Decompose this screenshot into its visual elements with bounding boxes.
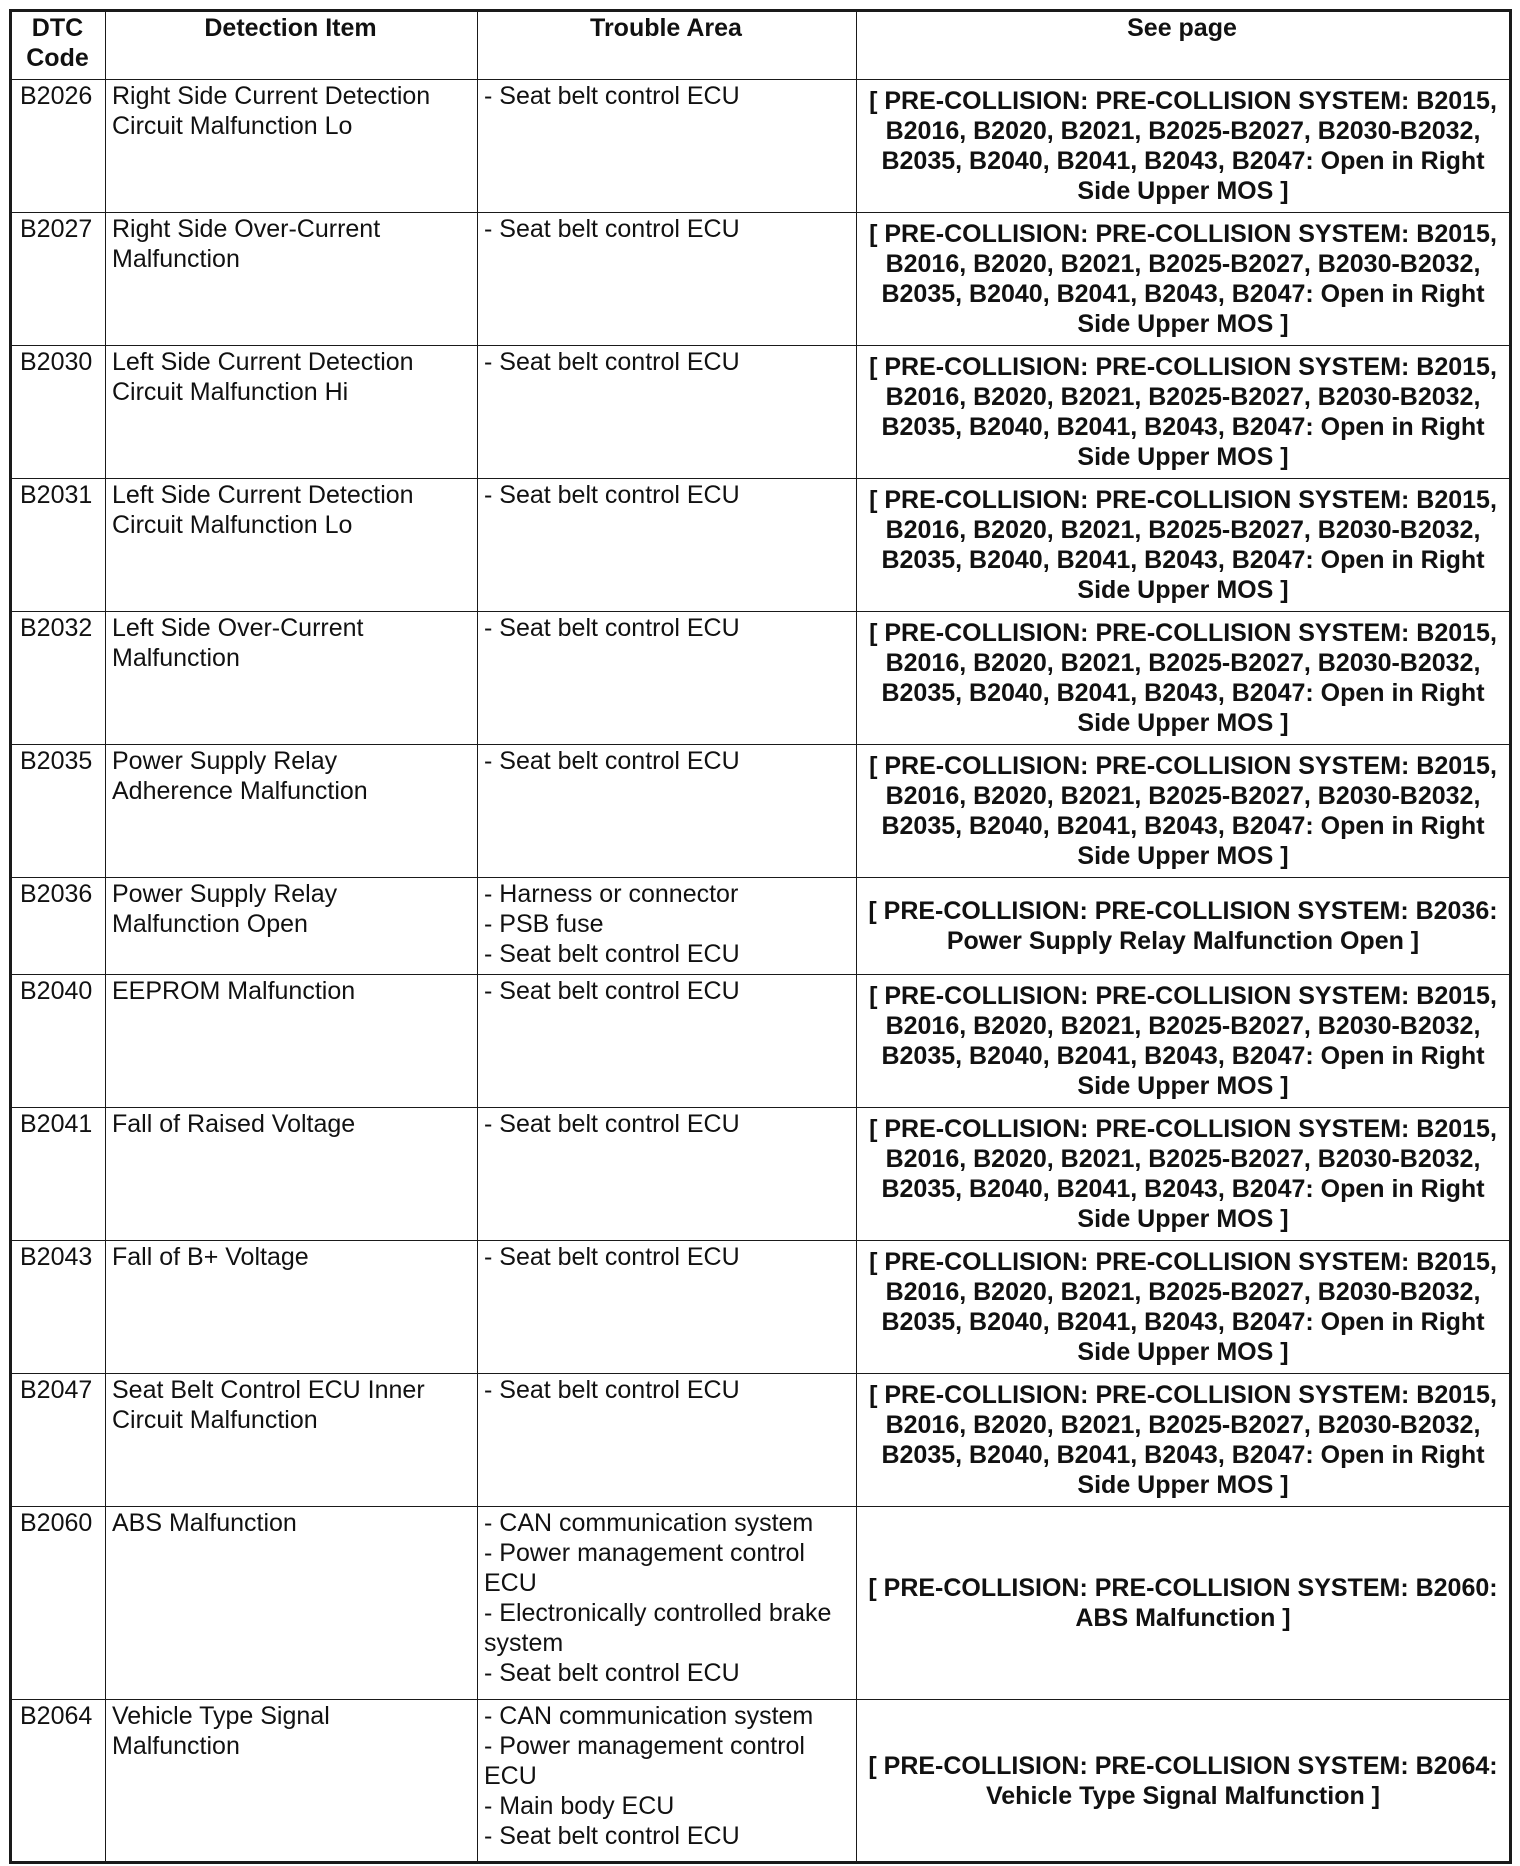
dtc-table xyxy=(9,9,1512,1864)
see-line: B2035, B2040, B2041, B2043, B2047: Open in Right xyxy=(881,1441,1485,1469)
see-page-link[interactable] xyxy=(857,479,1511,612)
table-row xyxy=(11,479,1511,612)
table-body xyxy=(11,80,1511,1863)
see-page-link[interactable] xyxy=(857,975,1511,1108)
see-line: [ PRE-COLLISION: PRE-COLLISION SYSTEM: B2015, xyxy=(869,87,1497,115)
trouble-area-cell xyxy=(478,213,857,346)
see-line: B2035, B2040, B2041, B2043, B2047: Open in Right xyxy=(881,1042,1485,1070)
area-line: - Seat belt control ECU xyxy=(484,1659,740,1687)
see-line: B2035, B2040, B2041, B2043, B2047: Open in Right xyxy=(881,546,1485,574)
dtc-code-cell: B2036 xyxy=(11,878,106,975)
see-line: Side Upper MOS ] xyxy=(1077,1072,1289,1100)
area-line: - Main body ECU xyxy=(484,1792,675,1820)
header-dtc-code-line: DTC xyxy=(31,14,84,42)
trouble-area-cell xyxy=(478,612,857,745)
header-row xyxy=(11,11,1511,80)
see-page-link[interactable] xyxy=(857,1374,1511,1507)
detection-item-cell xyxy=(106,745,478,878)
dtc-code-cell: B2026 xyxy=(11,80,106,213)
header-see-page: See page xyxy=(857,11,1511,80)
table-row xyxy=(11,1108,1511,1241)
item-line: Fall of B+ Voltage xyxy=(112,1243,309,1271)
trouble-area-cell xyxy=(478,1700,857,1863)
see-line: Side Upper MOS ] xyxy=(1077,1205,1289,1233)
item-line: Malfunction xyxy=(112,245,240,273)
detection-item-cell xyxy=(106,1108,478,1241)
header-trouble-area: Trouble Area xyxy=(478,11,857,80)
see-page-link[interactable] xyxy=(857,1700,1511,1863)
area-line: - Seat belt control ECU xyxy=(484,940,740,968)
table-row xyxy=(11,213,1511,346)
see-line: Side Upper MOS ] xyxy=(1077,177,1289,205)
area-line: - Seat belt control ECU xyxy=(484,1822,740,1850)
see-line: B2016, B2020, B2021, B2025-B2027, B2030-B2032, xyxy=(885,117,1481,145)
see-line: [ PRE-COLLISION: PRE-COLLISION SYSTEM: B2015, xyxy=(869,1115,1497,1143)
see-line: [ PRE-COLLISION: PRE-COLLISION SYSTEM: B2015, xyxy=(869,982,1497,1010)
trouble-area-cell xyxy=(478,745,857,878)
area-line: - Seat belt control ECU xyxy=(484,614,740,642)
item-line: Vehicle Type Signal xyxy=(112,1702,330,1730)
trouble-area-cell xyxy=(478,346,857,479)
dtc-code-cell: B2043 xyxy=(11,1241,106,1374)
item-line: Left Side Over-Current xyxy=(112,614,364,642)
see-line: [ PRE-COLLISION: PRE-COLLISION SYSTEM: B2064: xyxy=(868,1751,1498,1780)
dtc-code-cell: B2040 xyxy=(11,975,106,1108)
detection-item-cell xyxy=(106,878,478,975)
trouble-area-cell xyxy=(478,1108,857,1241)
item-line: EEPROM Malfunction xyxy=(112,977,356,1005)
see-line: [ PRE-COLLISION: PRE-COLLISION SYSTEM: B2015, xyxy=(869,752,1497,780)
item-line: Left Side Current Detection xyxy=(112,481,414,509)
item-line: Right Side Over-Current xyxy=(112,215,381,243)
area-line: ECU xyxy=(484,1569,537,1597)
see-page-link[interactable] xyxy=(857,346,1511,479)
item-line: ABS Malfunction xyxy=(112,1509,297,1537)
see-page-link[interactable] xyxy=(857,1108,1511,1241)
detection-item-cell xyxy=(106,1507,478,1700)
table-row xyxy=(11,80,1511,213)
table-row xyxy=(11,346,1511,479)
see-line: B2016, B2020, B2021, B2025-B2027, B2030-B2032, xyxy=(885,782,1481,810)
dtc-code-cell: B2032 xyxy=(11,612,106,745)
table-row xyxy=(11,1507,1511,1700)
see-line: B2016, B2020, B2021, B2025-B2027, B2030-B2032, xyxy=(885,1145,1481,1173)
dtc-code-cell: B2064 xyxy=(11,1700,106,1863)
table-row xyxy=(11,1700,1511,1863)
area-line: - Seat belt control ECU xyxy=(484,1376,740,1404)
item-line: Adherence Malfunction xyxy=(112,777,368,805)
see-line: Power Supply Relay Malfunction Open ] xyxy=(946,927,1420,955)
dtc-code-cell: B2030 xyxy=(11,346,106,479)
dtc-code-cell: B2035 xyxy=(11,745,106,878)
detection-item-cell xyxy=(106,612,478,745)
see-page-link[interactable] xyxy=(857,213,1511,346)
area-line: - Seat belt control ECU xyxy=(484,215,740,243)
item-line: Circuit Malfunction xyxy=(112,1406,318,1434)
see-line: B2016, B2020, B2021, B2025-B2027, B2030-B2032, xyxy=(885,1278,1481,1306)
table-row xyxy=(11,1241,1511,1374)
table-row xyxy=(11,878,1511,975)
item-line: Circuit Malfunction Lo xyxy=(112,511,353,539)
see-line: Side Upper MOS ] xyxy=(1077,443,1289,471)
see-line: B2016, B2020, B2021, B2025-B2027, B2030-B2032, xyxy=(885,1411,1481,1439)
table-row xyxy=(11,1374,1511,1507)
item-line: Right Side Current Detection xyxy=(112,82,431,110)
area-line: - CAN communication system xyxy=(484,1702,814,1730)
trouble-area-cell xyxy=(478,479,857,612)
detection-item-cell xyxy=(106,213,478,346)
see-line: B2016, B2020, B2021, B2025-B2027, B2030-B2032, xyxy=(885,1012,1481,1040)
see-line: B2035, B2040, B2041, B2043, B2047: Open in Right xyxy=(881,280,1485,308)
item-line: Fall of Raised Voltage xyxy=(112,1110,356,1138)
detection-item-cell xyxy=(106,80,478,213)
see-page-link[interactable] xyxy=(857,745,1511,878)
see-line: [ PRE-COLLISION: PRE-COLLISION SYSTEM: B2015, xyxy=(869,1248,1497,1276)
see-page-link[interactable] xyxy=(857,1241,1511,1374)
see-line: [ PRE-COLLISION: PRE-COLLISION SYSTEM: B2015, xyxy=(869,619,1497,647)
dtc-code-cell: B2047 xyxy=(11,1374,106,1507)
see-line: B2016, B2020, B2021, B2025-B2027, B2030-B2032, xyxy=(885,250,1481,278)
see-line: [ PRE-COLLISION: PRE-COLLISION SYSTEM: B2015, xyxy=(869,220,1497,248)
dtc-code-cell: B2041 xyxy=(11,1108,106,1241)
trouble-area-cell xyxy=(478,878,857,975)
trouble-area-cell xyxy=(478,1507,857,1700)
see-line: [ PRE-COLLISION: PRE-COLLISION SYSTEM: B2015, xyxy=(869,486,1497,514)
see-line: B2016, B2020, B2021, B2025-B2027, B2030-B2032, xyxy=(885,383,1481,411)
see-line: Side Upper MOS ] xyxy=(1077,842,1289,870)
area-line: - Seat belt control ECU xyxy=(484,481,740,509)
see-page-link[interactable] xyxy=(857,80,1511,213)
see-line: [ PRE-COLLISION: PRE-COLLISION SYSTEM: B2015, xyxy=(869,353,1497,381)
area-line: - Electronically controlled brake xyxy=(484,1599,832,1627)
detection-item-cell xyxy=(106,479,478,612)
see-line: B2035, B2040, B2041, B2043, B2047: Open in Right xyxy=(881,1175,1485,1203)
see-line: Side Upper MOS ] xyxy=(1077,1471,1289,1499)
table-row xyxy=(11,745,1511,878)
header-dtc-code xyxy=(11,11,106,80)
item-line: Malfunction Open xyxy=(112,910,308,938)
area-line: - Power management control xyxy=(484,1539,805,1567)
area-line: - PSB fuse xyxy=(484,910,604,938)
item-line: Left Side Current Detection xyxy=(112,348,414,376)
area-line: - Seat belt control ECU xyxy=(484,1243,740,1271)
trouble-area-cell xyxy=(478,1241,857,1374)
see-page-link[interactable] xyxy=(857,612,1511,745)
item-line: Circuit Malfunction Lo xyxy=(112,112,353,140)
trouble-area-cell xyxy=(478,1374,857,1507)
detection-item-cell xyxy=(106,975,478,1108)
see-line: B2035, B2040, B2041, B2043, B2047: Open in Right xyxy=(881,679,1485,707)
area-line: ECU xyxy=(484,1762,537,1790)
see-line: B2035, B2040, B2041, B2043, B2047: Open in Right xyxy=(881,812,1485,840)
trouble-area-cell xyxy=(478,975,857,1108)
see-line: Side Upper MOS ] xyxy=(1077,310,1289,338)
area-line: - Harness or connector xyxy=(484,880,739,908)
item-line: Seat Belt Control ECU Inner xyxy=(112,1376,425,1404)
see-line: Side Upper MOS ] xyxy=(1077,709,1289,737)
area-line: - CAN communication system xyxy=(484,1509,814,1537)
item-line: Circuit Malfunction Hi xyxy=(112,378,349,406)
detection-item-cell xyxy=(106,1374,478,1507)
item-line: Power Supply Relay xyxy=(112,747,338,775)
header-detection-item: Detection Item xyxy=(106,11,478,80)
see-line: Vehicle Type Signal Malfunction ] xyxy=(985,1781,1381,1810)
see-page-link[interactable] xyxy=(857,878,1511,975)
dtc-code-cell: B2060 xyxy=(11,1507,106,1700)
see-line: Side Upper MOS ] xyxy=(1077,576,1289,604)
see-line: B2035, B2040, B2041, B2043, B2047: Open in Right xyxy=(881,1308,1485,1336)
see-line: B2016, B2020, B2021, B2025-B2027, B2030-B2032, xyxy=(885,649,1481,677)
item-line: Malfunction xyxy=(112,1732,240,1760)
detection-item-cell xyxy=(106,1700,478,1863)
detection-item-cell xyxy=(106,346,478,479)
see-line: B2016, B2020, B2021, B2025-B2027, B2030-B2032, xyxy=(885,516,1481,544)
area-line: - Seat belt control ECU xyxy=(484,348,740,376)
area-line: - Power management control xyxy=(484,1732,805,1760)
area-line: - Seat belt control ECU xyxy=(484,82,740,110)
table-row xyxy=(11,612,1511,745)
see-line: B2035, B2040, B2041, B2043, B2047: Open in Right xyxy=(881,147,1485,175)
trouble-area-cell xyxy=(478,80,857,213)
see-line: [ PRE-COLLISION: PRE-COLLISION SYSTEM: B2015, xyxy=(869,1381,1497,1409)
area-line: - Seat belt control ECU xyxy=(484,977,740,1005)
see-line: Side Upper MOS ] xyxy=(1077,1338,1289,1366)
see-line: [ PRE-COLLISION: PRE-COLLISION SYSTEM: B2060: xyxy=(868,1574,1498,1602)
see-line: [ PRE-COLLISION: PRE-COLLISION SYSTEM: B2036: xyxy=(868,897,1498,925)
see-line: B2035, B2040, B2041, B2043, B2047: Open in Right xyxy=(881,413,1485,441)
item-line: Malfunction xyxy=(112,644,240,672)
table-row xyxy=(11,975,1511,1108)
item-line: Power Supply Relay xyxy=(112,880,338,908)
header-dtc-code-line: Code xyxy=(26,44,89,72)
dtc-code-cell: B2031 xyxy=(11,479,106,612)
dtc-code-cell: B2027 xyxy=(11,213,106,346)
area-line: - Seat belt control ECU xyxy=(484,747,740,775)
see-page-link[interactable] xyxy=(857,1507,1511,1700)
area-line: - Seat belt control ECU xyxy=(484,1110,740,1138)
see-line: ABS Malfunction ] xyxy=(1075,1604,1291,1632)
detection-item-cell xyxy=(106,1241,478,1374)
area-line: system xyxy=(484,1629,564,1657)
